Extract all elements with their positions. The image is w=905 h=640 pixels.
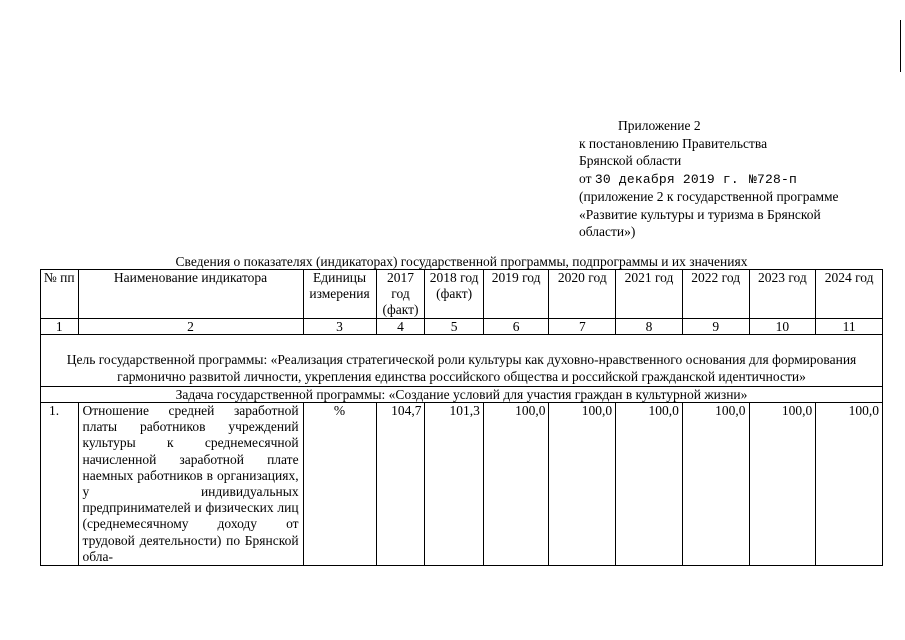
header-cell: 2018 год (факт) [425,270,483,319]
indicators-table [40,269,883,566]
column-number-cell: 2 [78,319,303,335]
value-2020: 100,0 [549,403,616,566]
column-number-cell: 6 [483,319,549,335]
column-number-cell: 8 [616,319,683,335]
table-header-row [41,270,883,319]
goal-row [41,335,883,387]
column-number-cell: 10 [749,319,816,335]
appendix-date-line [579,170,899,189]
header-cell: 2024 год [816,270,883,319]
appendix-note-line: «Развитие культуры и туризма в Брянской [579,206,821,222]
indicator-name: Отношение средней заработной платы работников учреждений культуры к среднемесячной начисленной заработной плате наемных работников в организациях, у индивидуальных предпринимателей и физических лиц (среднемесячному доходу от трудовой деятельности) по Брянской обла- [78,403,303,566]
column-number-cell: 1 [41,319,79,335]
value-2018: 101,3 [425,403,483,566]
header-cell: 2020 год [549,270,616,319]
table-row [41,403,883,566]
value-2022: 100,0 [682,403,749,566]
appendix-note-line: области») [579,224,636,239]
header-cell: Единицы измерения [303,270,376,319]
program-goal: Цель государственной программы: «Реализация стратегической роли культуры как духовно-нравственного основания для формирования гармонично развитой личности, укрепления единства российского общества и российской гражданской идентичности» [41,335,883,387]
header-cell: № пп [41,270,79,319]
appendix-note-line: (приложение 2 к государственной программе [579,189,839,204]
value-2024: 100,0 [816,403,883,566]
document-title: Сведения о показателях (индикаторах) государственной программы, подпрограммы и их значениях [175,254,748,269]
task-row [41,387,883,403]
decree-date: 30 декабря 2019 г. [594,171,739,187]
value-2023: 100,0 [749,403,816,566]
column-number-cell: 5 [425,319,483,335]
decree-number: №728-п [749,171,798,187]
from-label: от [579,170,592,186]
header-cell: 2021 год [616,270,683,319]
row-number: 1. [41,403,79,566]
appendix-line: Брянской области [579,153,682,168]
header-cell: 2023 год [749,270,816,319]
appendix-title: Приложение 2 [618,118,701,133]
column-number-row [41,319,883,335]
appendix-line: к постановлению Правительства [579,135,768,151]
header-cell: 2017 год (факт) [376,270,425,319]
column-number-cell: 11 [816,319,883,335]
value-2019: 100,0 [483,403,549,566]
column-number-cell: 9 [682,319,749,335]
header-cell: 2022 год [682,270,749,319]
value-2017: 104,7 [376,403,425,566]
value-2021: 100,0 [616,403,683,566]
appendix-block [579,117,899,241]
unit-cell: % [303,403,376,566]
column-number-cell: 4 [376,319,425,335]
header-cell: 2019 год [483,270,549,319]
program-task: Задача государственной программы: «Создание условий для участия граждан в культурной жизни» [41,387,883,403]
page-edge-line [900,20,901,72]
column-number-cell: 7 [549,319,616,335]
header-cell: Наименование индикатора [78,270,303,319]
column-number-cell: 3 [303,319,376,335]
